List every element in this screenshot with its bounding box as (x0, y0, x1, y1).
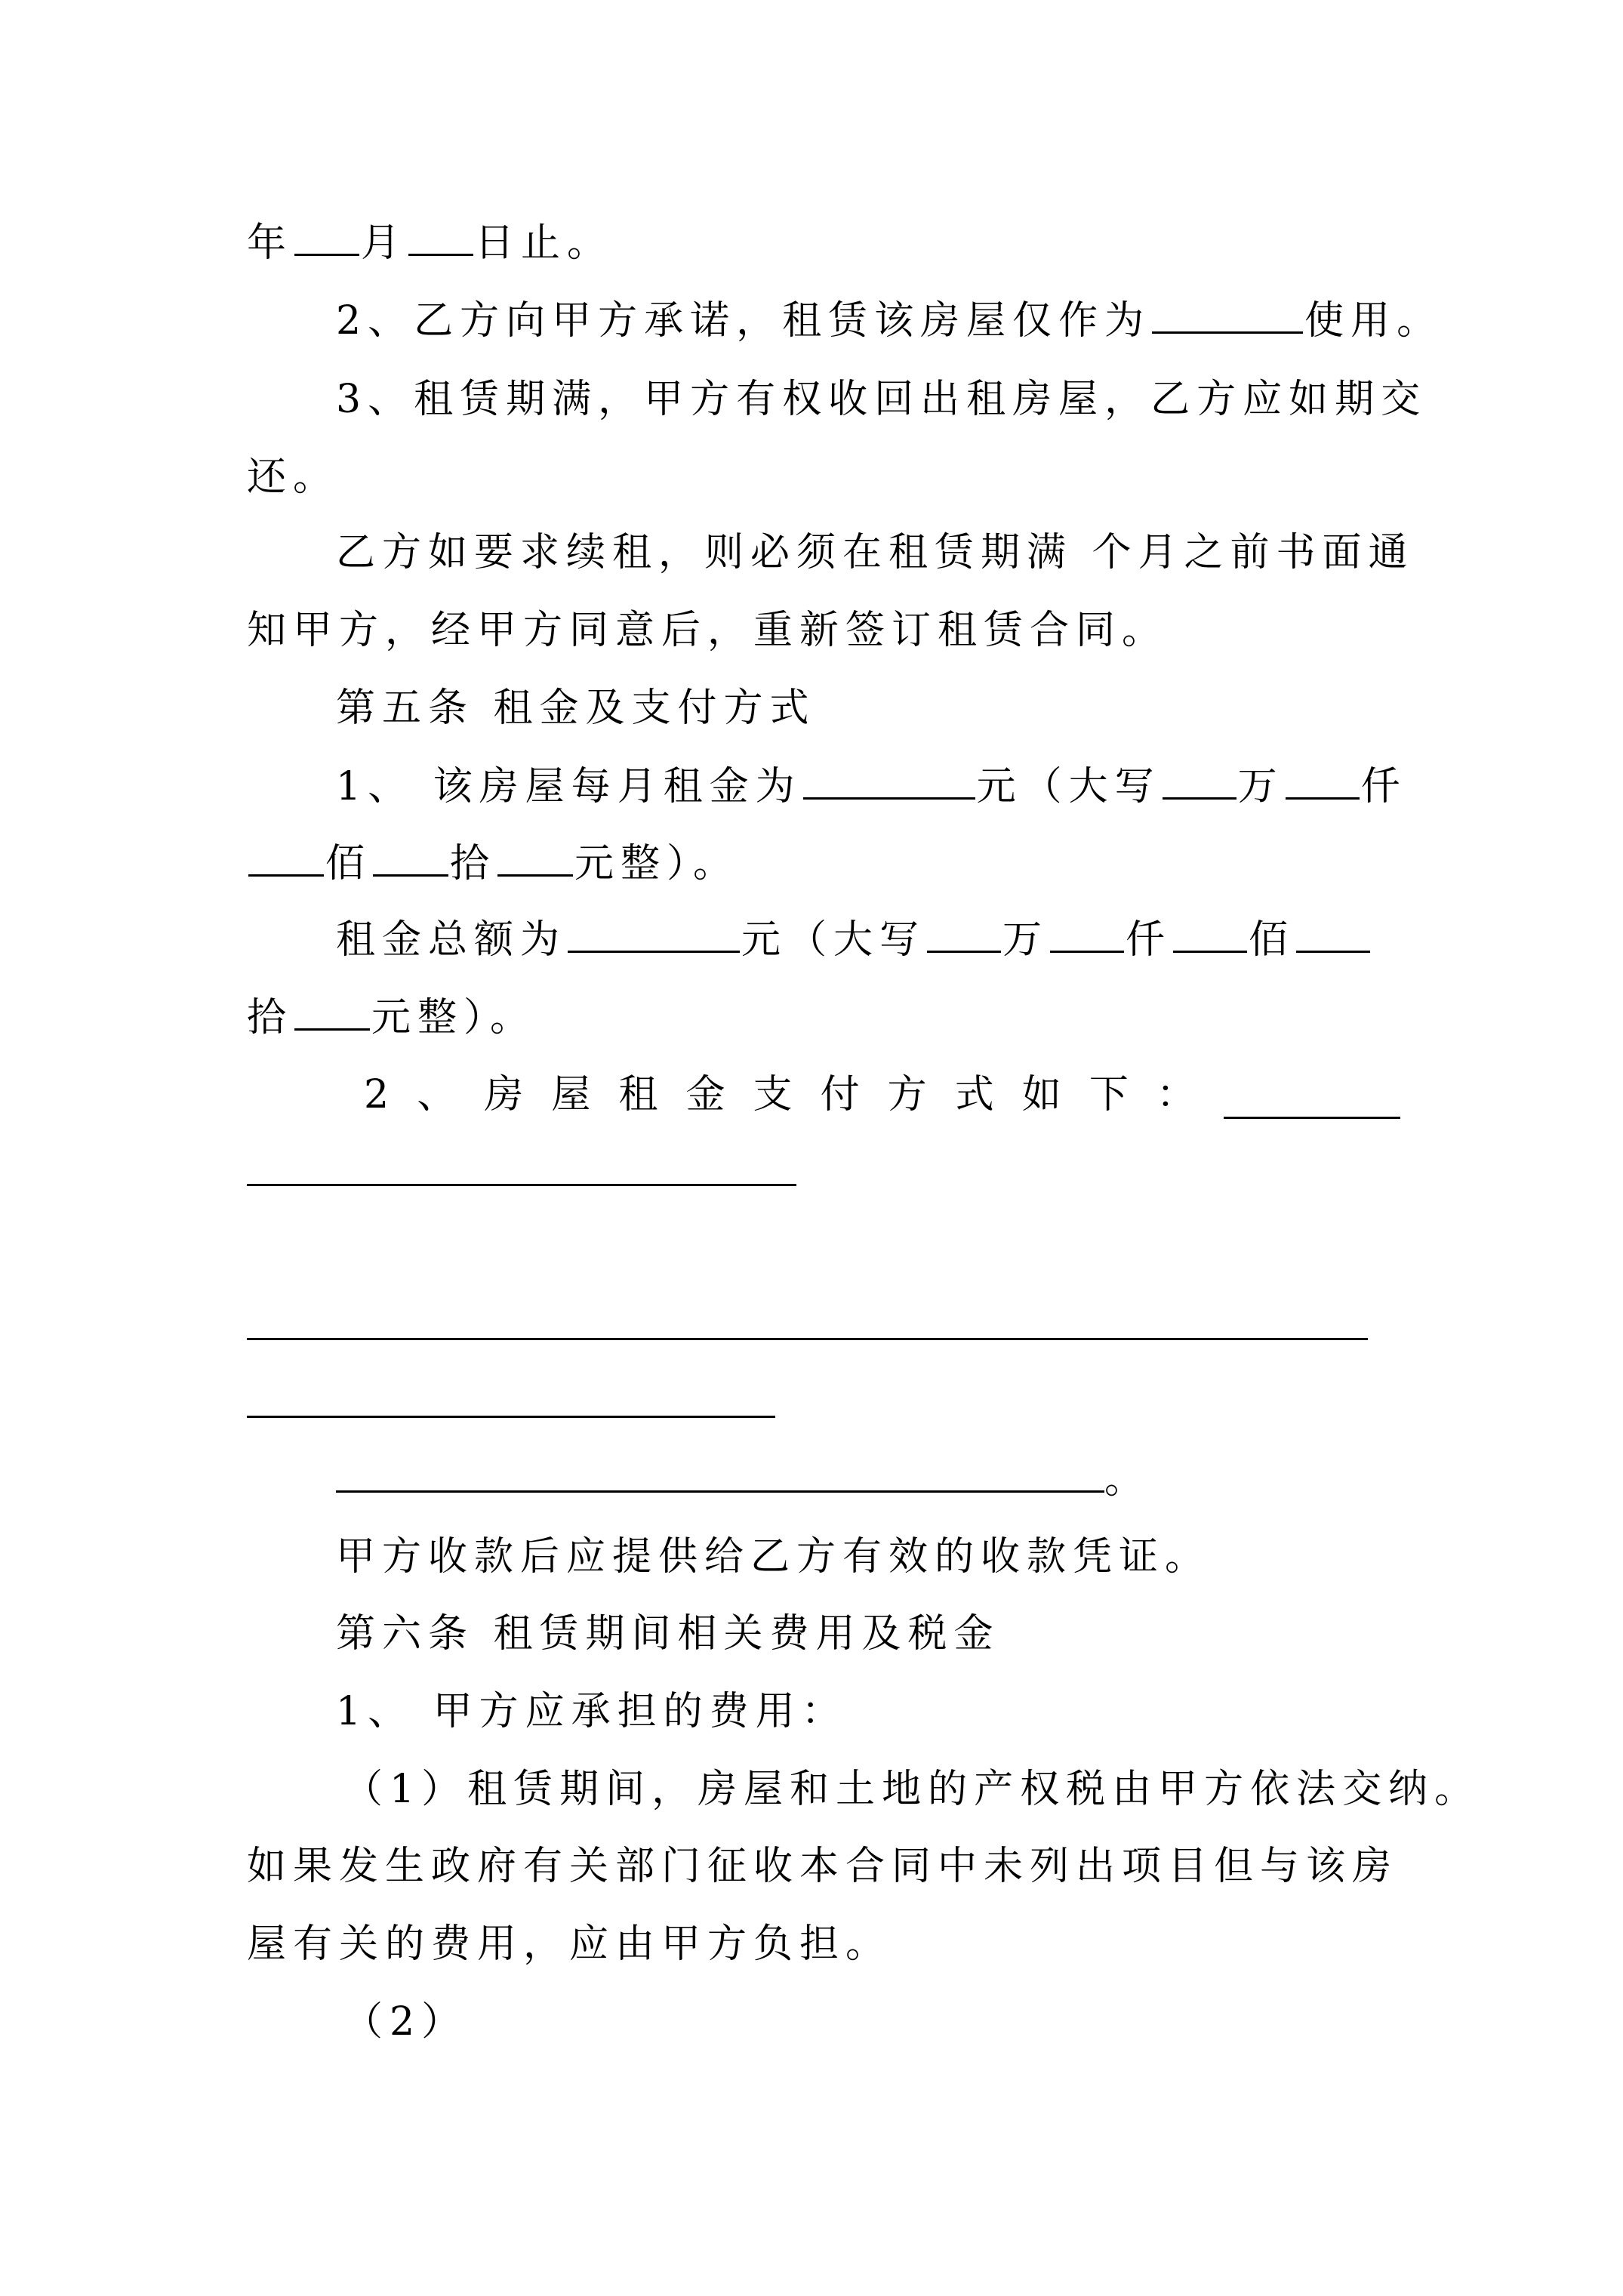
renewal-paragraph-cont: 知甲方，经甲方同意后，重新签订租赁合同。 (247, 608, 1169, 653)
blank-total-bai (1173, 917, 1247, 953)
yuan-capital-label: 元（大写 (976, 764, 1161, 809)
total-wan-label: 万 (1002, 917, 1049, 963)
blank-payment-method (1224, 1083, 1400, 1119)
blank-shi (373, 841, 448, 877)
payment-method-line (247, 1071, 1400, 1119)
clause-4-2-end: 使用。 (1304, 298, 1443, 344)
article-5-heading: 第五条 租金及支付方式 (336, 686, 816, 731)
total-qian-label: 仟 (1126, 917, 1172, 963)
year-text: 年 (247, 220, 294, 266)
renewal-paragraph: 乙方如要求续租，则必须在租赁期满 个月之前书面通 (336, 530, 1415, 575)
blank-bai (248, 841, 324, 877)
total-bai-label: 佰 (1249, 917, 1295, 963)
payment-char: 金 (685, 1072, 725, 1117)
payment-char: 租 (618, 1072, 658, 1117)
line-end-date (247, 219, 1417, 267)
blank-total-shi (1296, 917, 1370, 953)
blank-line-3 (247, 1416, 775, 1418)
payment-char: 2 (364, 1072, 390, 1117)
clause-4-2-text: 2、乙方向甲方承诺，租赁该房屋仅作为 (336, 298, 1151, 344)
clause-4-2 (336, 297, 1506, 345)
qian-label: 仟 (1360, 764, 1407, 809)
receipt-paragraph: 甲方收款后应提供给乙方有效的收款凭证。 (336, 1534, 1212, 1579)
total-rent-line-cont (247, 994, 1417, 1042)
wan-label: 万 (1237, 764, 1284, 809)
blank-month (294, 220, 359, 256)
total-rent-label: 租金总额为 (336, 917, 567, 963)
total-capital-label: 元（大写 (741, 917, 926, 963)
monthly-rent-label: 1、 该房屋每月租金为 (336, 764, 802, 809)
payment-char: 、 (417, 1072, 457, 1117)
blank-total-rent (568, 917, 740, 953)
clause-6-1-1-cont: 如果发生政府有关部门征收本合同中未列出项目但与该房 (247, 1844, 1399, 1889)
blank-qian (1286, 764, 1360, 800)
clause-4-3: 3、租赁期满，甲方有权收回出租房屋，乙方应如期交 (336, 377, 1427, 422)
blank-yuan (497, 841, 573, 877)
blank-total-wan (927, 917, 1001, 953)
payment-char: 支 (753, 1072, 793, 1117)
payment-char: 付 (820, 1072, 860, 1117)
payment-char: ： (1156, 1072, 1196, 1117)
total-rent-line (336, 916, 1506, 964)
total-yuan-end-label: 元整）。 (371, 995, 537, 1040)
blank-usage (1152, 298, 1303, 334)
blank-wan (1163, 764, 1236, 800)
party-a-costs-heading: 1、 甲方应承担的费用： (336, 1689, 848, 1734)
clause-6-1-1: （1）租赁期间，房屋和土地的产权税由甲方依法交纳。 (343, 1767, 1481, 1812)
month-text: 月 (361, 220, 408, 266)
day-end-text: 日止。 (475, 220, 614, 266)
blank-line-4-end: 。 (1104, 1457, 1151, 1502)
payment-char: 下 (1089, 1072, 1129, 1117)
blank-line-1 (247, 1184, 796, 1186)
clause-4-3-cont: 还。 (247, 455, 340, 500)
blank-line-2 (247, 1338, 1368, 1340)
payment-char: 屋 (551, 1072, 591, 1117)
blank-total-qian (1050, 917, 1124, 953)
total-shi-label: 拾 (247, 995, 294, 1040)
shi-label: 拾 (450, 841, 497, 886)
payment-char: 式 (954, 1072, 994, 1117)
bai-label: 佰 (325, 841, 372, 886)
blank-line-4-row (336, 1456, 1506, 1504)
clause-6-1-2: （2） (343, 1999, 468, 2045)
monthly-rent-line (336, 763, 1506, 811)
blank-monthly-rent (803, 764, 975, 800)
monthly-rent-line-cont (247, 840, 1417, 888)
blank-line-4 (336, 1457, 1104, 1493)
payment-char: 如 (1021, 1072, 1061, 1117)
payment-char: 方 (887, 1072, 927, 1117)
blank-day (408, 220, 473, 256)
clause-6-1-1-end: 屋有关的费用，应由甲方负担。 (247, 1922, 892, 1967)
payment-char: 房 (484, 1072, 524, 1117)
article-6-heading: 第六条 租赁期间相关费用及税金 (336, 1611, 1000, 1657)
yuan-end-label: 元整）。 (574, 841, 740, 886)
blank-total-yuan (294, 995, 370, 1031)
